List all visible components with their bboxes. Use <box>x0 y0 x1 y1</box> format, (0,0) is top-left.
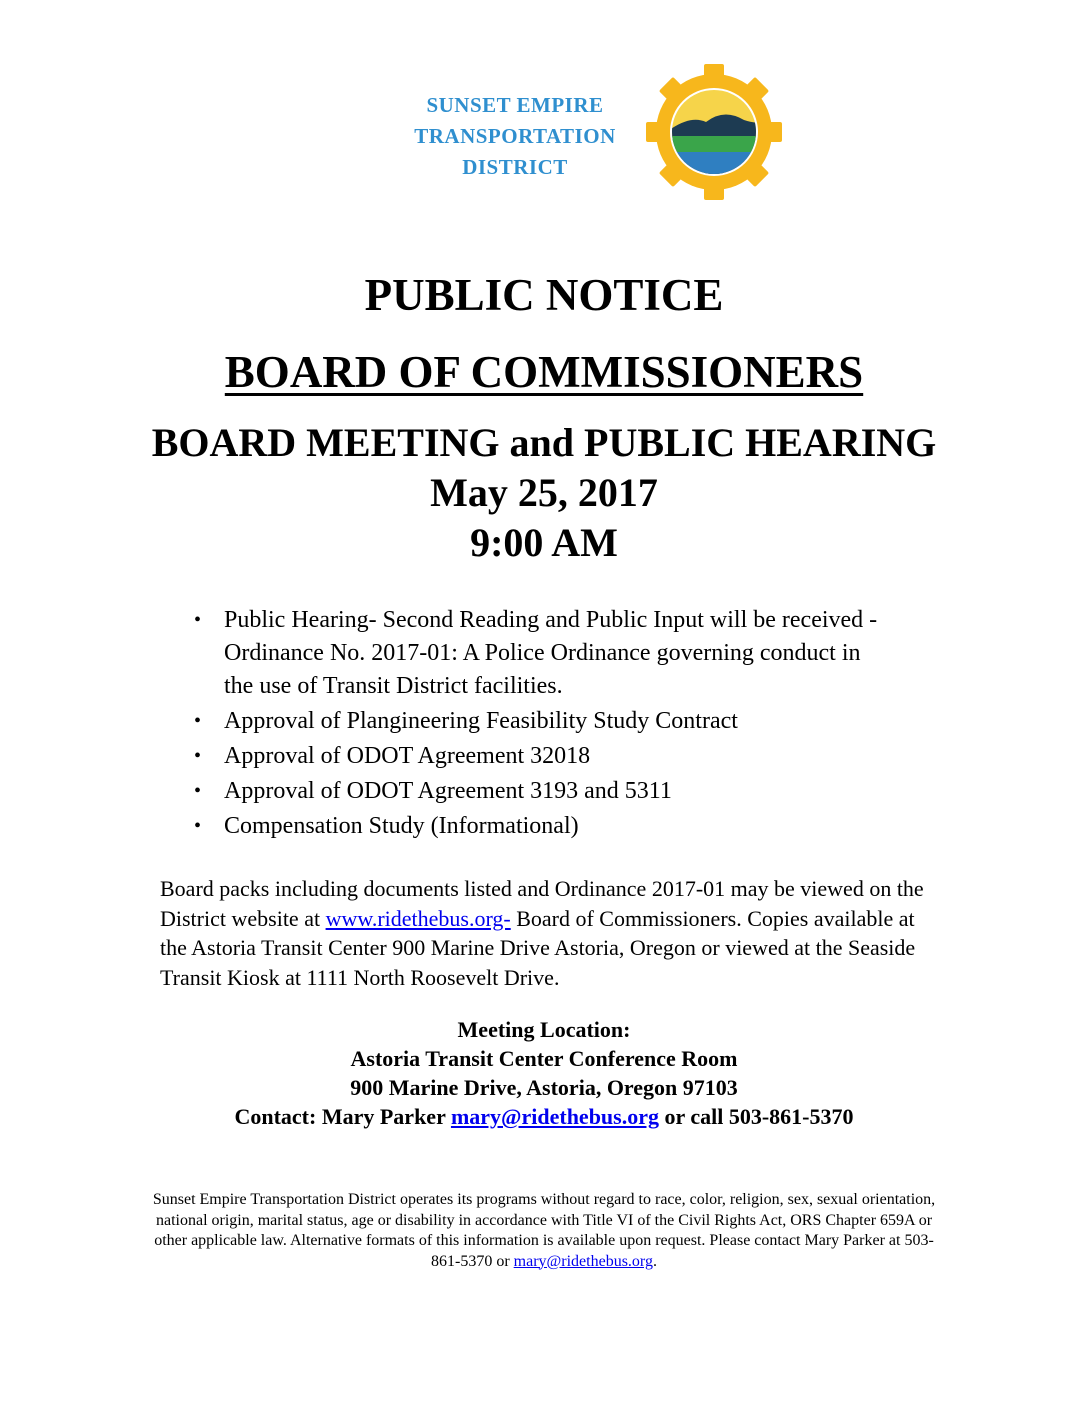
footer-line-2: national origin, marital status, age or disability in accordance with Title VI of the Civil Rights Act, ORS Chapter 659A or <box>155 1211 933 1229</box>
footer-line-4-text: 861-5370 or <box>431 1252 514 1270</box>
agenda-item <box>192 604 1022 703</box>
agenda-item-4: Approval of ODOT Agreement 3193 and 5311 <box>224 778 672 804</box>
agenda-item <box>192 705 1022 738</box>
contact-label: Contact: Mary Parker <box>234 1104 451 1129</box>
nondiscrimination-footer <box>40 1190 1048 1272</box>
footer-line-1: Sunset Empire Transportation District operates its programs without regard to race, color, religion, sex, sexual orientation, <box>152 1191 936 1208</box>
board-packs-line-1: Board packs including documents listed and Ordinance 2017-01 may be viewed on the <box>160 876 924 901</box>
footer-period: . <box>652 1252 657 1270</box>
location-heading: Meeting Location: <box>457 1017 631 1042</box>
gear-landscape-icon <box>644 62 784 202</box>
contact-phone: or call 503-861-5370 <box>659 1104 854 1129</box>
board-packs-line-2-text: District website at <box>160 905 326 931</box>
logo-line-1: SUNSET EMPIRE <box>426 93 604 117</box>
bullet-icon: • <box>194 745 202 767</box>
footer-line-4 <box>40 1252 1048 1273</box>
footer-email-link[interactable]: mary@ridethebus.org <box>513 1252 653 1270</box>
board-packs-line-3: the Astoria Transit Center 900 Marine Drive Astoria, Oregon or viewed at the Seaside <box>160 935 916 960</box>
agenda-item <box>192 775 1022 808</box>
bullet-icon: • <box>194 710 202 732</box>
location-address: 900 Marine Drive, Astoria, Oregon 97103 <box>350 1075 738 1100</box>
notice-title: PUBLIC NOTICE <box>364 270 724 320</box>
district-logo <box>400 62 790 202</box>
bullet-icon: • <box>194 815 202 837</box>
meeting-time: 9:00 AM <box>470 520 618 565</box>
logo-text <box>400 90 630 183</box>
board-title: BOARD OF COMMISSIONERS <box>224 347 864 397</box>
board-packs-line-2 <box>160 904 1040 934</box>
footer-line-3: other applicable law. Alternative formats of this information is available upon request. Please contact Mary Parker at 503- <box>154 1232 934 1249</box>
agenda-item-1-line-3: the use of Transit District facilities. <box>224 673 563 699</box>
bullet-icon: • <box>194 780 202 802</box>
agenda-item-3: Approval of ODOT Agreement 32018 <box>224 743 591 769</box>
contact-email-link[interactable]: mary@ridethebus.org <box>450 1104 659 1129</box>
meeting-date: May 25, 2017 <box>430 470 658 515</box>
meeting-title: BOARD MEETING and PUBLIC HEARING <box>151 420 937 465</box>
logo-line-3: DISTRICT <box>462 155 568 179</box>
logo-line-2: TRANSPORTATION <box>414 124 616 148</box>
location-room: Astoria Transit Center Conference Room <box>350 1046 738 1071</box>
agenda-item-1-line-2: Ordinance No. 2017-01: A Police Ordinance governing conduct in <box>224 640 861 666</box>
contact-line <box>0 1102 1088 1131</box>
website-link[interactable]: www.ridethebus.org- <box>325 905 511 931</box>
meeting-location-block <box>0 1015 1088 1131</box>
board-packs-line-4: Transit Kiosk at 1111 North Roosevelt Drive. <box>160 964 560 990</box>
agenda-item <box>192 810 1022 843</box>
agenda-item-1-line-1: Public Hearing- Second Reading and Public Input will be received - <box>224 607 878 633</box>
agenda-item-2: Approval of Plangineering Feasibility Study Contract <box>224 708 738 734</box>
board-packs-line-2-rest: Board of Commissioners. Copies available at <box>510 905 915 931</box>
board-packs-paragraph <box>160 874 1040 992</box>
agenda-item-5: Compensation Study (Informational) <box>224 813 579 839</box>
agenda-item <box>192 740 1022 773</box>
agenda-list <box>192 604 1022 845</box>
bullet-icon: • <box>194 609 202 631</box>
